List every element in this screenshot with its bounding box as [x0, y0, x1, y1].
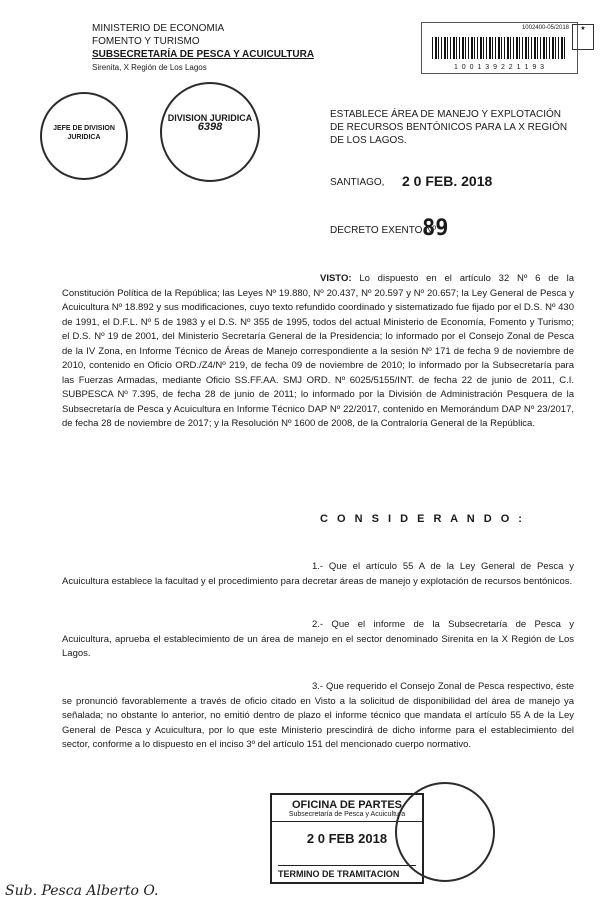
barcode-number: 1 0 0 1 3 9 2 2 1 1 9 3: [453, 64, 546, 71]
considerando-2: [62, 618, 574, 662]
division-juridica-stamp: [160, 82, 260, 182]
visto-label: VISTO:: [320, 273, 352, 284]
juridico-stamp-text: JEFE DE DIVISION JURIDICA: [53, 125, 115, 141]
considerando-2-text: 2.- Que el informe de la Subsecretaría de Pesca y Acuicultura, aprueba el establecimiento de un área de manejo en el sector denominado Sirenita en la X Región de Los Lagos.: [62, 619, 574, 659]
considerando-3-text: 3.- Que requerido el Consejo Zonal de Pesca respectivo, éste se pronunció favorablemente a través de oficio citado en Visto a la solicitud de disponibilidad del área de manejo ya señalada; no obstante lo anterior, no emitió dentro de plazo el informe técnico que mandata el artículo 55 A de la Ley General de Pesca y Acuicultura, por lo que este Ministerio prescindirá de dicho informe para el establecimiento del sector, conforme a lo dispuesto en el inciso 3º del artículo 151 del mencionado cuerpo normativo.: [62, 681, 574, 750]
barcode-top-label: 1002400-05/2018: [521, 25, 569, 31]
oficina-subtitle: Subsecretaría de Pesca y Acuicultura: [272, 811, 422, 822]
considerando-1: [62, 560, 574, 589]
division-number: 6398: [197, 121, 223, 133]
considerando-1-text: 1.- Que el artículo 55 A de la Ley General de Pesca y Acuicultura establece la facultad y el procedimiento para decretar áreas de manejo y explotación de recursos bentónicos.: [62, 561, 574, 587]
economia-round-stamp: [395, 782, 495, 882]
subsecretaria-name: SUBSECRETARÍA DE PESCA Y ACUICULTURA: [92, 49, 315, 60]
document-title: ESTABLECE ÁREA DE MANEJO Y EXPLOTACIÓN DE RECURSOS BENTÓNICOS PARA LA X REGIÓN DE LOS LAGOS.: [330, 109, 568, 146]
decreto-number: 89: [422, 216, 449, 241]
ministry-subname: FOMENTO Y TURISMO: [92, 36, 200, 47]
document-date: 2 0 FEB. 2018: [402, 173, 493, 189]
visto-text: Lo dispuesto en el artículo 32 Nº 6 de la Constitución Política de la República; las Leyes Nº 19.880, Nº 20.437, Nº 20.597 y Nº 20.657; la Ley General de Pesca y Acuicultura Nº 18.892 y sus modificaciones, cuyo texto refundido coordinado y sistematizado fue fijado por el D.S. Nº 430 de 1991, el D.F.L. Nº 5 de 1983 y el D.S. Nº 355 de 1995, todos del actual Ministerio de Economía, Fomento y Turismo; el D.S. Nº 19 de 2001, del Ministerio Secretaría General de la Presidencia; lo informado por el Consejo Zonal de Pesca de la IV Zona, en Informe Técnico de Áreas de Manejo correspondiente a la sesión Nº 171 de fecha 9 de noviembre de 2010, contenido en Oficio ORD./Z4/Nº 219, de fecha 09 de noviembre de 2010; lo informado por la Subsecretaría para las Fuerzas Armadas, mediante Oficio SS.FF.AA. SMJ ORD. Nº 6025/5155/INT. de fecha 22 de junio de 2011, C.I. SUBPESCA Nº 7.395, de fecha 28 de junio de 2011; lo informado por la División de Administración Pesquera de la Subsecretaría de Pesca y Acuicultura en Informe Técnico DAP Nº 22/2017, contenido en Memorándum DAP Nº 23/2017, de fecha 28 de noviembre de 2017; y la Resolución Nº 1600 de 2008, de la Contraloría General de la República.: [62, 273, 575, 429]
oficina-date: 2 0 FEB 2018: [306, 831, 388, 846]
ministry-name: MINISTERIO DE ECONOMIA: [92, 23, 225, 34]
juridico-stamp-left: [40, 92, 128, 180]
oficina-title: OFICINA DE PARTES: [291, 799, 402, 811]
decreto-label: DECRETO EXENTO Nº: [330, 225, 437, 236]
place-label: SANTIAGO,: [330, 177, 385, 188]
sector-name: Sirenita, X Región de Los Lagos: [92, 63, 207, 72]
considerando-3: [62, 680, 574, 753]
chile-crest-icon: ★: [572, 24, 594, 50]
barcode-label: [421, 22, 578, 74]
handwritten-signature: Sub. Pesca Alberto O.: [5, 883, 159, 899]
visto-paragraph: [62, 272, 574, 432]
ministry-header: [92, 22, 314, 74]
division-juridica-text: DIVISION JURIDICA: [167, 113, 253, 123]
considerando-heading: C O N S I D E R A N D O :: [320, 513, 525, 525]
termino-tramitacion: TERMINO DE TRAMITACION: [278, 865, 416, 879]
barcode-bars: [432, 37, 567, 59]
